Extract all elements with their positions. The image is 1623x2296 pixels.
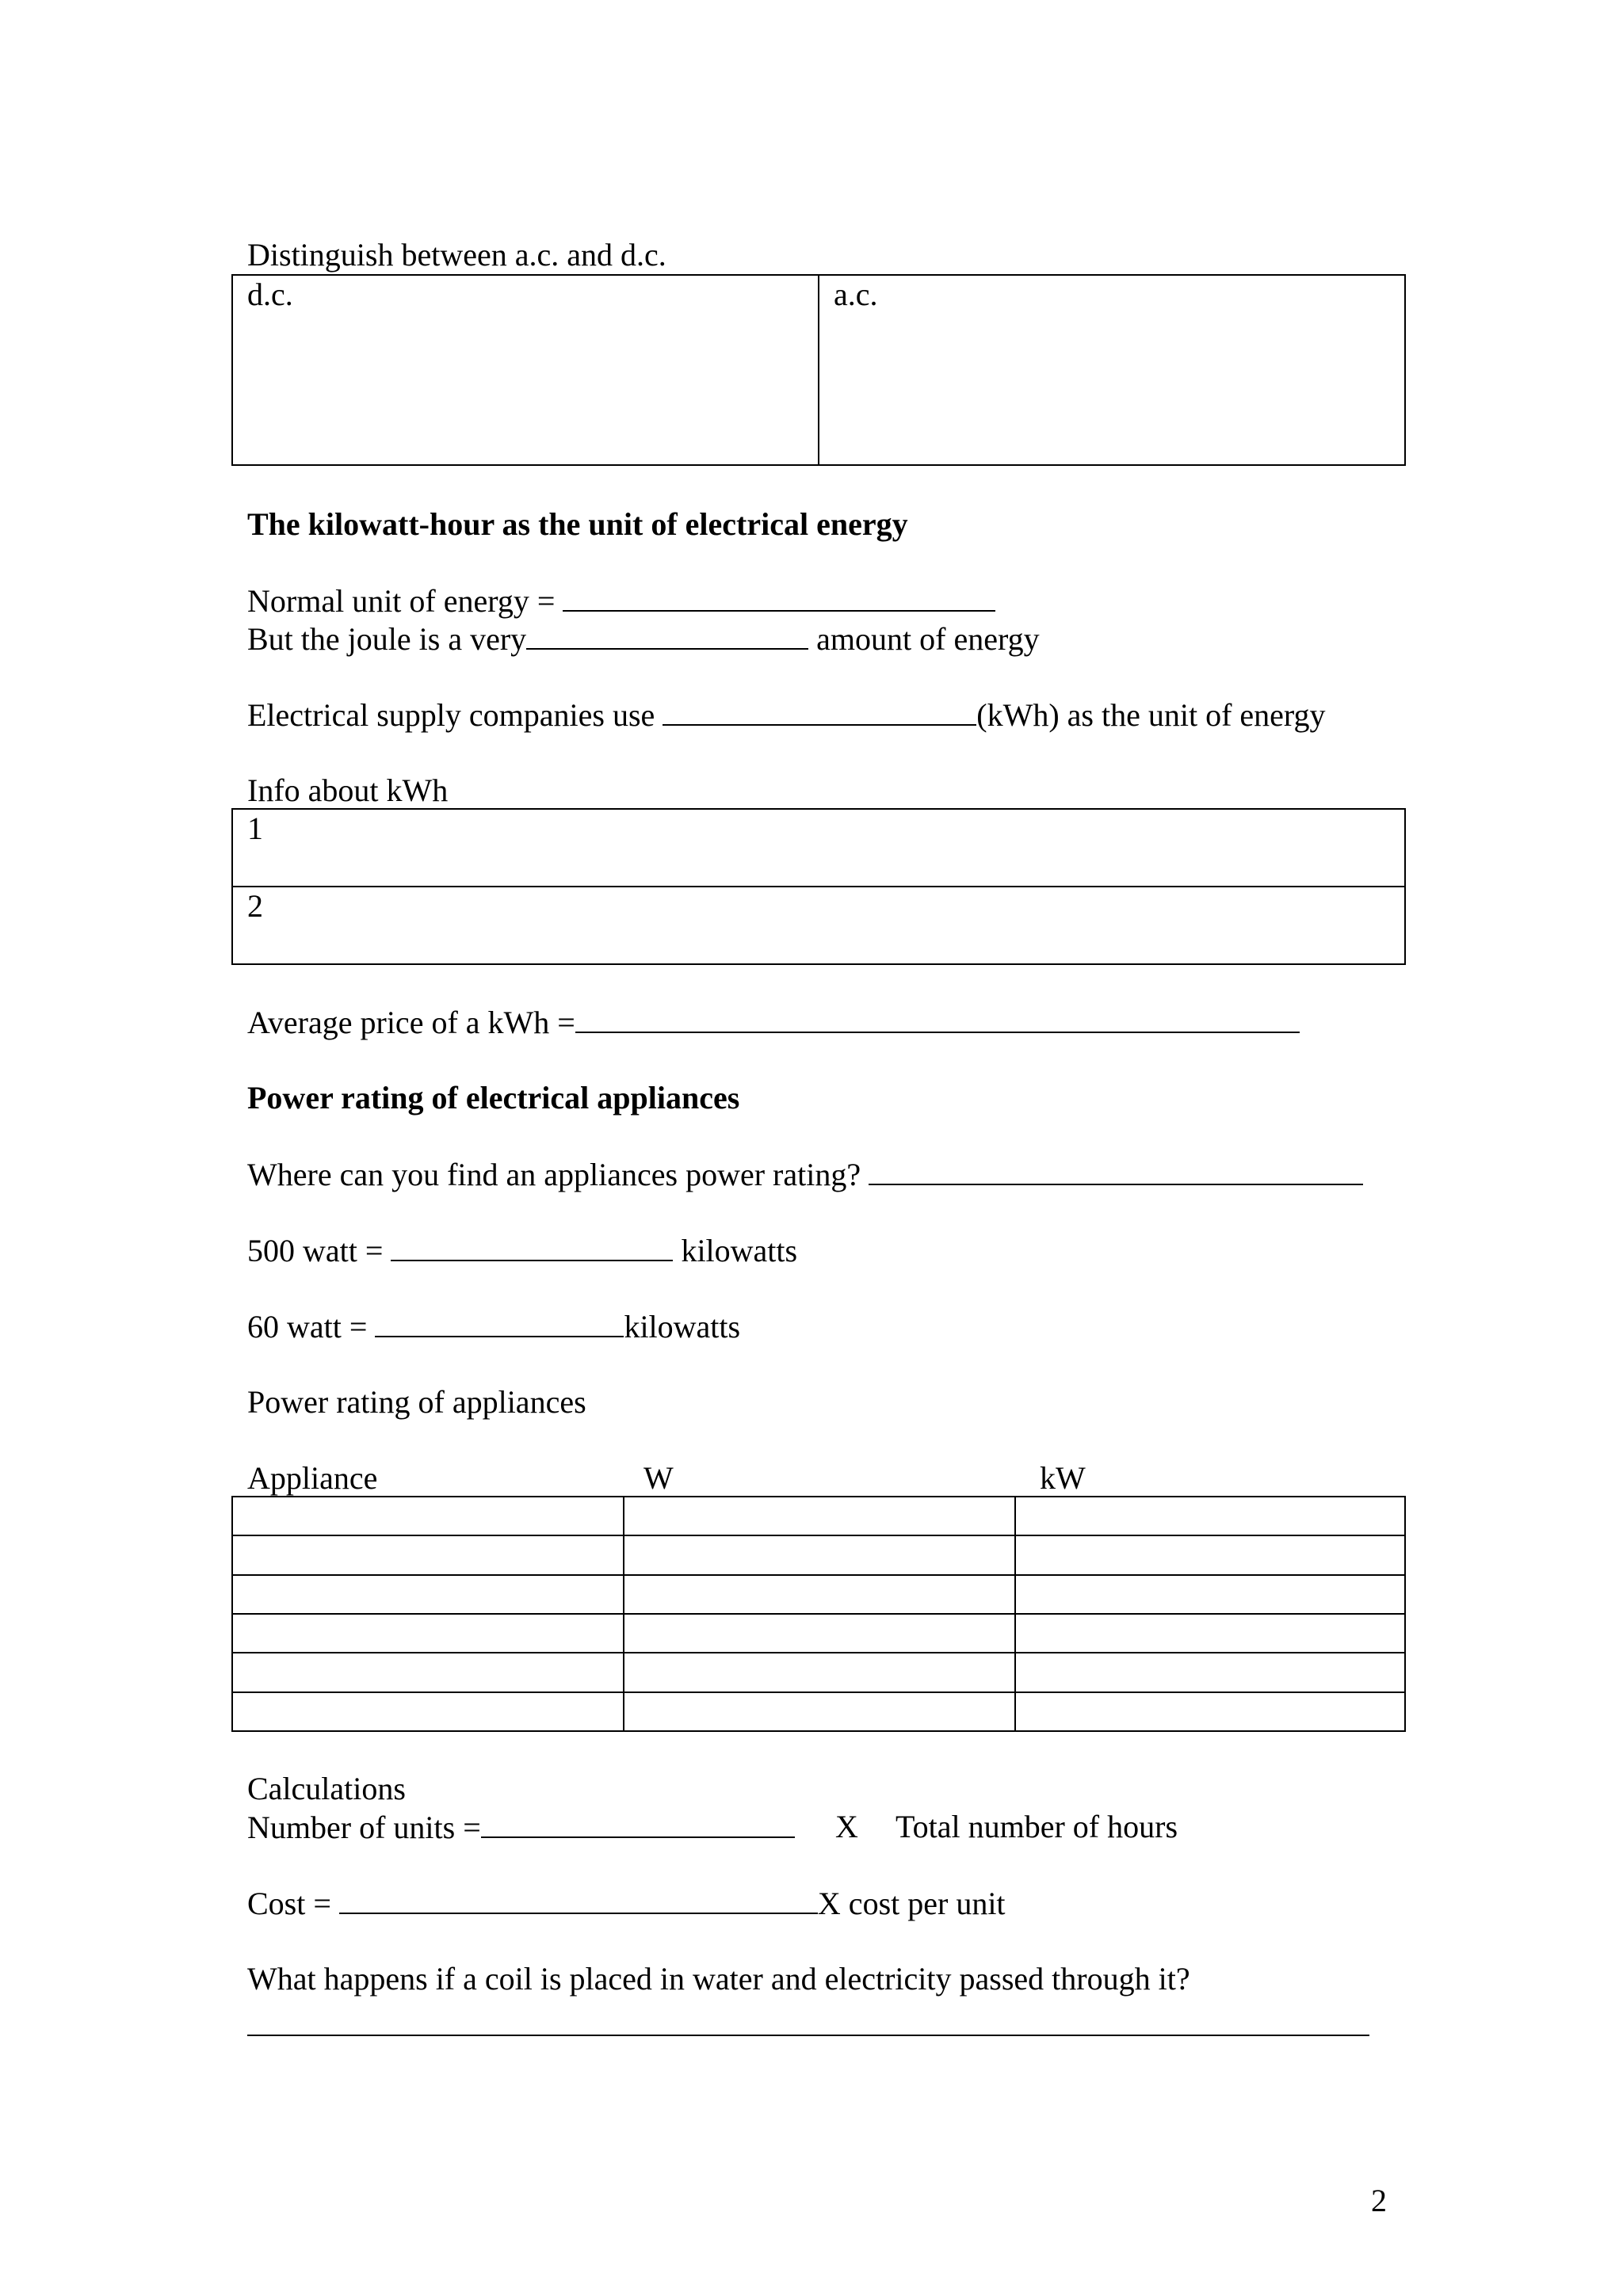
appliance-cell[interactable] <box>232 1575 624 1614</box>
table-heading: Power rating of appliances <box>247 1384 586 1420</box>
appliance-table <box>231 1496 1406 1732</box>
supply-line <box>247 696 1326 734</box>
normal-unit-blank[interactable] <box>563 582 995 612</box>
info-row-1-num: 1 <box>247 810 263 846</box>
w500-blank[interactable] <box>391 1231 673 1261</box>
kw-cell[interactable] <box>1015 1497 1405 1535</box>
coil-question: What happens if a coil is placed in water and electricity passed through it? <box>247 1961 1190 1997</box>
avg-price-line <box>247 1003 1300 1042</box>
units-line <box>247 1808 795 1847</box>
normal-unit-label: Normal unit of energy = <box>247 583 556 619</box>
calc-heading: Calculations <box>247 1771 406 1806</box>
w60-prefix: 60 watt = <box>247 1309 368 1344</box>
info-row-1[interactable] <box>232 809 1405 887</box>
power-heading: Power rating of electrical appliances <box>247 1080 740 1116</box>
cost-blank[interactable] <box>339 1884 818 1914</box>
coil-answer-line[interactable] <box>247 2035 1369 2036</box>
joule-prefix: But the joule is a very <box>247 621 527 657</box>
info-heading: Info about kWh <box>247 772 449 808</box>
where-question: Where can you find an appliances power rating? <box>247 1157 861 1192</box>
kw-cell[interactable] <box>1015 1692 1405 1731</box>
w500-suffix: kilowatts <box>681 1233 798 1268</box>
joule-suffix: amount of energy <box>816 621 1040 657</box>
cost-line <box>247 1884 1006 1923</box>
w60-suffix: kilowatts <box>624 1309 741 1344</box>
w-cell[interactable] <box>624 1575 1015 1614</box>
cost-suffix: X cost per unit <box>817 1886 1006 1921</box>
info-row-2[interactable] <box>232 887 1405 964</box>
dc-ac-table <box>231 274 1406 466</box>
units-prefix: Number of units = <box>247 1810 481 1845</box>
avg-price-label: Average price of a kWh = <box>247 1005 575 1040</box>
where-blank[interactable] <box>869 1155 1363 1185</box>
units-suffix: Total number of hours <box>896 1809 1178 1844</box>
w500-line <box>247 1231 797 1270</box>
cost-prefix: Cost = <box>247 1886 331 1921</box>
info-row-2-num: 2 <box>247 888 263 924</box>
col-kw: kW <box>1040 1460 1086 1496</box>
kwh-heading: The kilowatt-hour as the unit of electrical energy <box>247 506 908 542</box>
supply-prefix: Electrical supply companies use <box>247 697 655 733</box>
units-blank[interactable] <box>481 1808 795 1838</box>
distinguish-heading: Distinguish between a.c. and d.c. <box>247 237 666 273</box>
kw-cell[interactable] <box>1015 1653 1405 1691</box>
w-cell[interactable] <box>624 1497 1015 1535</box>
kw-cell[interactable] <box>1015 1535 1405 1574</box>
w-cell[interactable] <box>624 1535 1015 1574</box>
joule-blank[interactable] <box>526 620 808 650</box>
appliance-cell[interactable] <box>232 1535 624 1574</box>
w60-line <box>247 1307 740 1346</box>
dc-label: d.c. <box>247 277 293 312</box>
w500-prefix: 500 watt = <box>247 1233 384 1268</box>
units-times: X <box>835 1809 858 1844</box>
normal-unit-line <box>247 582 995 620</box>
w-cell[interactable] <box>624 1653 1015 1691</box>
supply-suffix: (kWh) as the unit of energy <box>976 697 1326 733</box>
supply-blank[interactable] <box>663 696 976 726</box>
ac-label: a.c. <box>834 277 878 312</box>
info-table <box>231 808 1406 965</box>
joule-line <box>247 620 1040 658</box>
appliance-cell[interactable] <box>232 1653 624 1691</box>
col-w: W <box>643 1460 674 1496</box>
dc-cell[interactable] <box>232 275 819 465</box>
where-line <box>247 1155 1363 1194</box>
w-cell[interactable] <box>624 1614 1015 1653</box>
appliance-cell[interactable] <box>232 1692 624 1731</box>
kw-cell[interactable] <box>1015 1614 1405 1653</box>
w-cell[interactable] <box>624 1692 1015 1731</box>
w60-blank[interactable] <box>375 1307 624 1337</box>
avg-price-blank[interactable] <box>575 1003 1300 1033</box>
appliance-cell[interactable] <box>232 1614 624 1653</box>
ac-cell[interactable] <box>819 275 1405 465</box>
col-appliance: Appliance <box>247 1460 378 1496</box>
appliance-cell[interactable] <box>232 1497 624 1535</box>
kw-cell[interactable] <box>1015 1575 1405 1614</box>
page-number: 2 <box>1371 2183 1387 2218</box>
